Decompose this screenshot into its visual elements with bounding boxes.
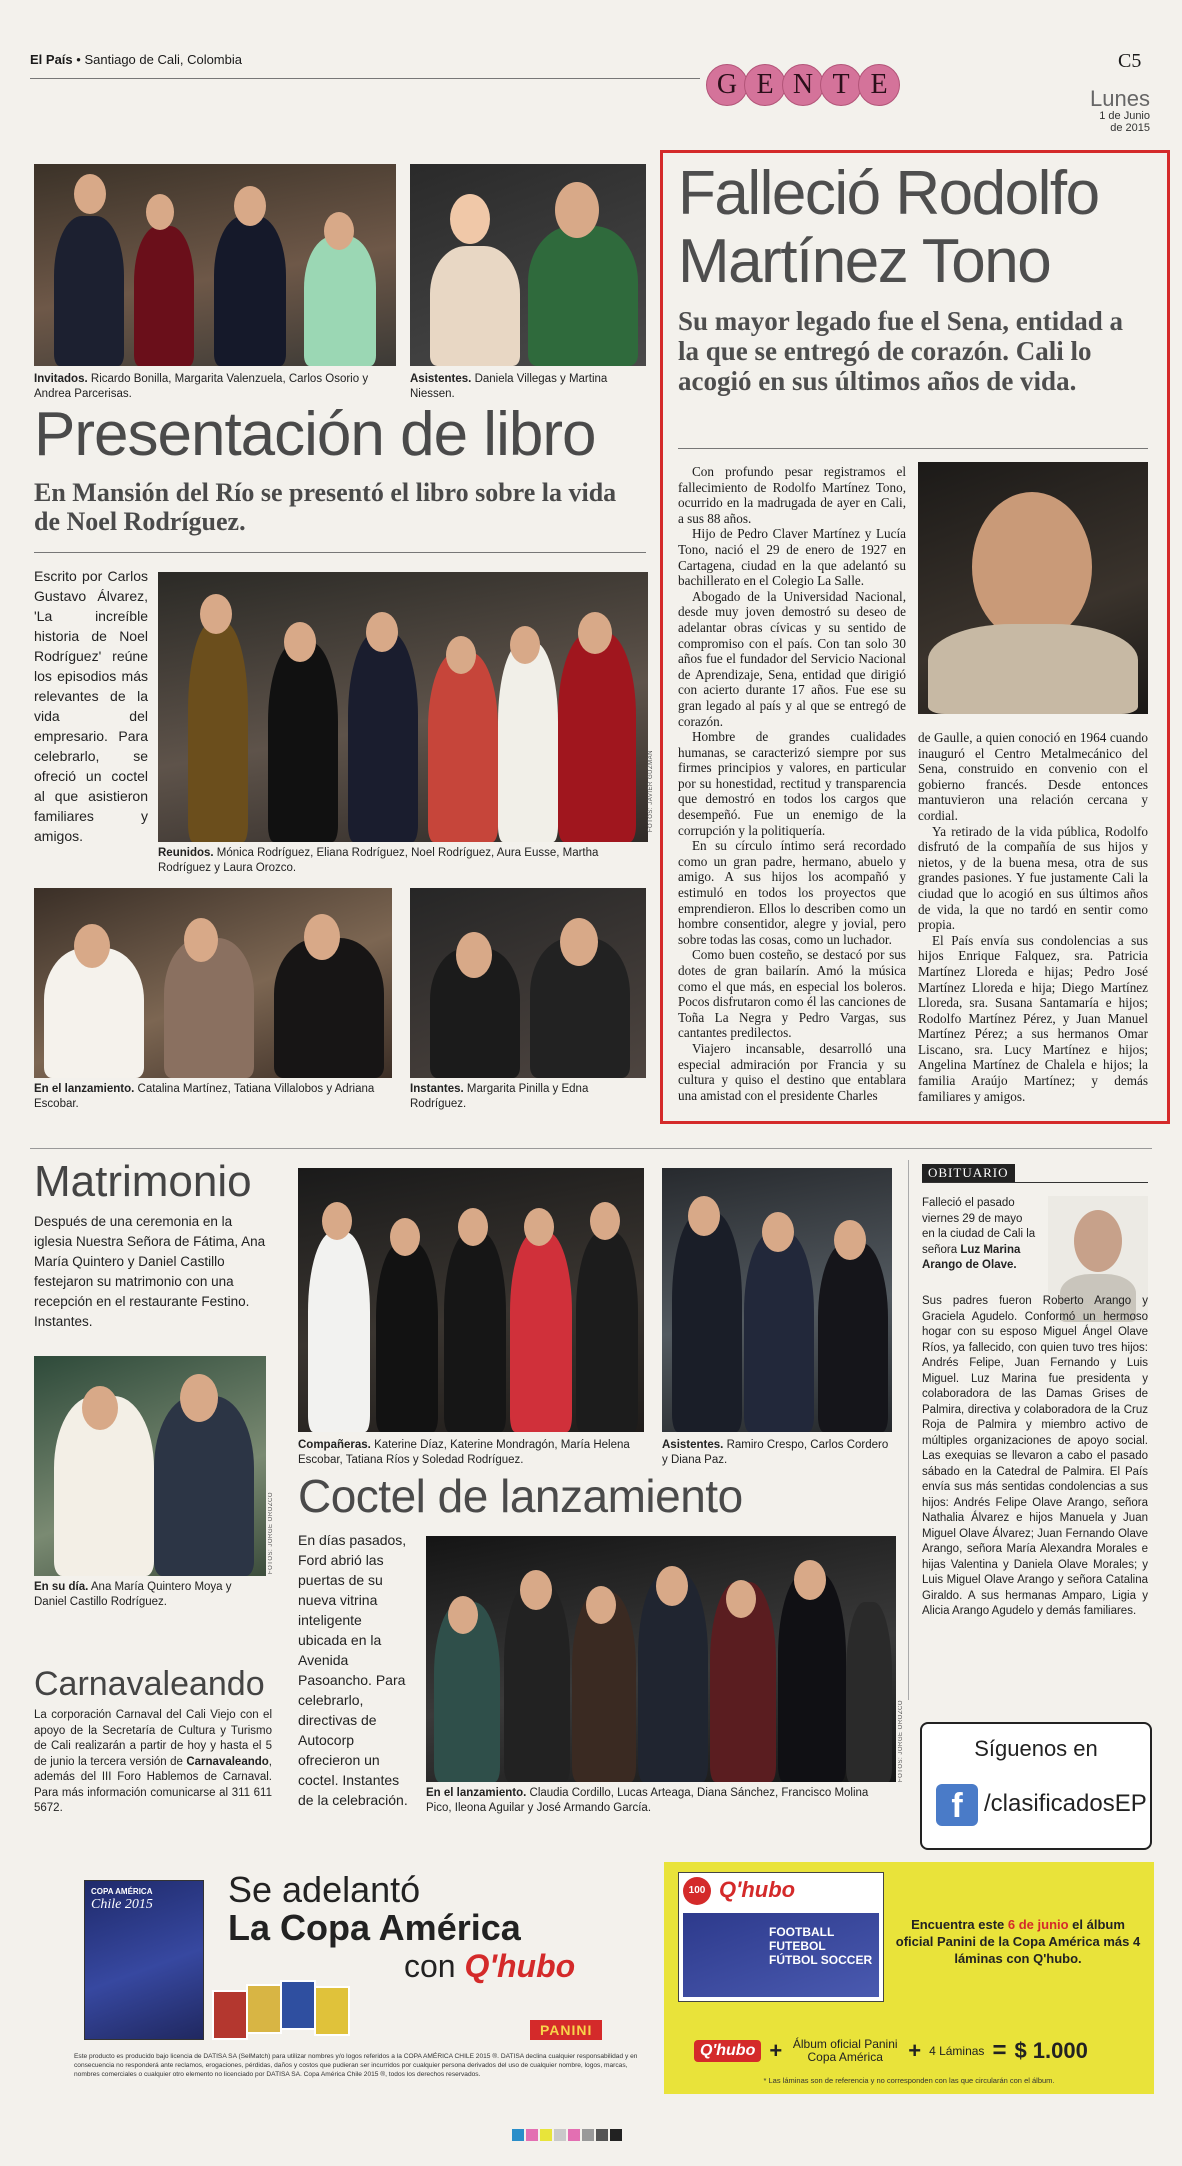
obit-rule [678,448,1148,449]
obit-paragraph: Hijo de Pedro Claver Martínez y Lucía Tono, nació el 29 de enero de 1927 en Cartagena, ciudad en la que adelantó su bachillerato en el Colegio La Salle. [678,526,906,589]
section-letter: T [820,64,862,106]
caption-text: Ramiro Crespo, Carlos Cordero y Diana Paz. [662,1439,889,1466]
carnaval-text [34,1708,272,1817]
album-badge-line2: Chile 2015 [91,1897,153,1912]
promo-a: Encuentra este [911,1917,1008,1932]
caption-text: Daniela Villegas y Martina Niessen. [410,373,608,400]
photo-credit-libro: FOTOS: JAVIER GUZMÁN [648,750,654,833]
page-number: C5 [1118,50,1142,72]
price-tag: 100 [683,1877,711,1905]
sticker-cards [212,1980,362,2050]
equals-sign: = [992,2037,1007,2064]
caption-text: Mónica Rodríguez, Eliana Rodríguez, Noel Rodríguez, Aura Eusse, Martha Rodríguez y Laura Orozco. [158,847,599,874]
plus-sign: + [769,2038,783,2063]
qhubo-logo: Q'hubo [464,1948,576,1984]
weekday: Lunes [1090,86,1150,111]
photo-asistentes-coctel [662,1168,892,1432]
caption-asistentes-top [410,372,646,402]
obituario-column-divider [908,1160,909,1700]
obituario-lead [922,1196,1038,1274]
panini-logo: PANINI [530,2020,602,2040]
ad-right-promo [894,1916,1142,1967]
obit-deck: Su mayor legado fue el Sena, entidad a la que se entregó de corazón. Cali lo acogió en sus últimos años de vida. [678,306,1124,396]
album-badge-line1: COPA AMÉRICA [91,1887,153,1896]
obit-title-line1: Falleció Rodolfo [678,159,1099,228]
caption-lead: En el lanzamiento. [34,1083,135,1095]
coctel-text: En días pasados, Ford abrió las puertas de su nueva vitrina inteligente ubicada en la Avenida Pasoancho. Para celebrarlo, directivas de Autocorp ofrecieron un coctel. Instantes de la celebración. [298,1532,408,1808]
obit-paragraph: Hombre de grandes cualidades humanas, se caracterizó siempre por sus firmes principios y valores, en particular por su honestidad, rectitud y transparencia que demostró en todos los cargos que desempeñó. Fue un enemigo de la corrupción y la politiquería. [678,729,906,838]
obituario-lead-text: Falleció el pasado viernes 29 de mayo en la ciudad de Cali la señora [922,1197,1036,1256]
photo-reunidos [158,572,648,842]
carnaval-text-bold: Carnavaleando [186,1755,269,1768]
ad-left-line1: Se adelantó [228,1869,421,1910]
obit-paragraph: El País envía sus condolencias a sus hijos Enrique Falquez, sra. Patricia Martínez Lloreda e hijas; Pedro José Martínez Lloreda e hija; Diego Martínez Lloreda, sra. Susana Santamaría e hijos; Rodolfo Martínez Pérez, y Juan Manuel Martínez Pérez; a sus hermanos Omar Liscano, sra. Lucy Martínez e hijos; Angelina Martínez de Chalela e hijos; la familia Araújo Martínez; y demás familiares y amigos. [918,932,1148,1104]
libro-title: Presentación de libro [34,400,596,469]
caption-lanzamiento-coctel [426,1786,896,1816]
obit-paragraph: Como buen costeño, se destacó por sus dotes de gran bailarín. Amó la música como el que más, en especial los boleros. Pocos disfrutaron como él las canciones de Toña La Negra y Pedro Vargas, sus cantantes predilectos. [678,947,906,1041]
obituario-label: OBITUARIO [922,1164,1015,1182]
ad-copa-america-left[interactable] [74,1860,642,2100]
section-letter: E [858,64,900,106]
color-registration-strip [512,2126,624,2145]
cover-text: FOOTBALL FUTEBOL FÚTBOL SOCCER [769,1925,873,1967]
obit-paragraph: Ya retirado de la vida pública, Rodolfo disfrutó de la compañía de sus hijos y nietos, y de la buena mesa, otra de sus grandes pasiones. Y fue justamente Cali la ciudad que lo acogió en sus últimos años de vida, la que no tardó en sentir como propia. [918,823,1148,933]
facebook-icon[interactable]: f [936,1784,978,1826]
obit-column-1 [678,464,906,1103]
separator: • [76,52,81,67]
section-letter: E [744,64,786,106]
masthead-left [30,52,242,67]
ad-left-fine-print: Este producto es producido bajo licencia de DATISA SA (SelMatch) para utilizar nombres y/o logos referidos a la COPA AMÉRICA CHILE 2015 ®. DATISA declina cualquier responsabilidad y en consecuencia no responderá ante reclamos, erogaciones, pérdidas, daños y costos que pudieran ser incurridos por cualquier persona derivados del uso de cualquier nombre, logos, marcas, nombres comerciales o cualquier otro elemento no licenciado por DATISA SA. Copa América Chile 2015 ®, todos los derechos reservados. [74,2053,638,2078]
obit-paragraph: Abogado de la Universidad Nacional, desde muy joven demostró su deseo de adelantar obras cívicas y su sentido de compromiso con el país. Con tan solo 30 años fue el fundador del Servicio Nacional de Aprendizaje, Sena, entidad que dirigió con acierto durante 17 años. Fue ese su gran legado al país y al que se entregó de corazón. [678,588,906,729]
caption-lead: Asistentes. [662,1439,724,1451]
section-divider [30,1148,1152,1149]
date: 1 de Junio [1099,110,1150,122]
photo-credit-matrimonio: FOTOS: JORGE OROZCO [268,1492,274,1575]
caption-asistentes-coctel [662,1438,892,1468]
photo-lanzamiento-coctel [426,1536,896,1782]
coctel-title: Coctel de lanzamiento [298,1470,743,1522]
ad-left-con: con [404,1948,456,1984]
ad-copa-america-right[interactable] [664,1862,1154,2094]
caption-lead: Compañeras. [298,1439,371,1451]
album-cover [84,1880,204,2040]
caption-text: Margarita Pinilla y Edna Rodríguez. [410,1083,589,1110]
caption-text: Ricardo Bonilla, Margarita Valenzuela, Carlos Osorio y Andrea Parcerisas. [34,373,369,400]
obituario-label-rule [922,1182,1148,1183]
caption-lead: Invitados. [34,373,88,385]
obituario-text: Sus padres fueron Roberto Arango y Graciela Agudelo. Conformó un hermoso hogar con su esposo Miguel Ángel Olave Ríos, ya fallecido, con quien tuvo tres hijos: Andrés Felipe, Juan Fernando y Luis Miguel. Luz Marina fue presidenta y colaboradora de las Damas Grises de Palmira, directiva y colaboradora de la Cruz Roja de Palmira y miembro activo de múltiples organizaciones de apoyo social. Las exequias se llevaron a cabo el pasado sábado en la Catedral de Palmira. El País envía sus más sentidas condolencias a sus hijos: Andrés Felipe Olave Arango, señora Nathalia Álvarez e hijos Manuela y Juan Miguel Olave Álvarez; Juan Fernando Olave Arango, señora María Alexandra Morales e hijas Valentina y Daniela Olave Morales; y Luis Miguel Olave Arango y señora Catalina Giraldo. A sus hermanas Amparo, Ligia y Alicia Arango Agudelo y demás familiares. [922,1295,1148,1617]
photo-companeras [298,1168,644,1432]
promo-b: el álbum oficial Panini de la Copa América más 4 láminas con Q'hubo. [895,1917,1141,1966]
caption-lead: Asistentes. [410,373,472,385]
caption-lead: En el lanzamiento. [426,1787,527,1799]
obit-paragraph: En su círculo íntimo será recordado como un gran padre, hermano, abuelo y amigo. A sus hijos los acompañó y estimuló en todos los proyectos que emprendieron. Ellos lo describen como un hombre consentidor, alegre y jovial, pero sobre todas las cosas, como un luchador. [678,838,906,947]
obit-column-2 [918,730,1148,1104]
obituario-lead-name: Luz Marina Arango de Olave. [922,1243,1021,1271]
section-letter: N [782,64,824,106]
date-block [1060,88,1150,134]
carnaval-text-a: La corporación Carnaval del Cali Viejo con el apoyo de la Secretaría de Cultura y Turismo de Cali realizarán a partir de hoy y hasta el 5 de junio la tercera versión de [34,1709,272,1768]
caption-text: Ana María Quintero Moya y Daniel Castillo Rodríguez. [34,1581,232,1608]
caption-matrimonio [34,1580,266,1610]
matrimonio-text: Después de una ceremonia en la iglesia Nuestra Señora de Fátima, Ana María Quintero y Daniel Castillo festejaron su matrimonio con una recepción en el restaurante Festino. Instantes. [34,1214,266,1329]
follow-handle[interactable]: /clasificadosEP [984,1790,1147,1817]
ad-left-line3 [404,1948,575,1984]
photo-invitados [34,164,396,366]
promo-date: 6 de junio [1007,1917,1069,1932]
matrimonio-title: Matrimonio [34,1157,252,1206]
photo-credit-coctel: FOTOS: JORGE OROZCO [898,1700,904,1783]
photo-lanzamiento-libro [34,888,392,1078]
photo-instantes-libro [410,888,646,1078]
caption-text: Katerine Díaz, Katerine Mondragón, María Helena Escobar, Tatiana Ríos y Soledad Rodríguez. [298,1439,630,1466]
caption-companeras [298,1438,644,1468]
caption-lead: Instantes. [410,1083,464,1095]
obit-paragraph: Viajero incansable, desarrolló una especial admiración por Francia y su cultura y quiso el destino que entablara una amistad con el presidente Charles [678,1040,906,1103]
price-formula [694,2034,1134,2068]
caption-lanzamiento-libro [34,1082,392,1112]
section-logo [706,64,896,106]
caption-reunidos [158,846,648,876]
obit-paragraph: de Gaulle, a quien conoció en 1964 cuando inauguró el Centro Metalmecánico del Sena, construido en convenio con el gobierno francés. Desde entonces mantuvieron una relación cercana y cordial. [918,730,1148,823]
caption-text: Claudia Cordillo, Lucas Arteaga, Diana Sánchez, Francisco Molina Pico, Ileona Aguilar y José Armando García. [426,1787,869,1814]
ad-right-fine-print: * Las láminas son de referencia y no corresponden con las que circularán con el álbum. [763,2076,1055,2085]
caption-lead: En su día. [34,1581,89,1593]
caption-instantes-libro [410,1082,646,1112]
section-letter: G [706,64,748,106]
follow-title: Síguenos en [974,1736,1098,1761]
libro-subtitle: En Mansión del Río se presentó el libro sobre la vida de Noel Rodríguez. [34,478,617,536]
city: Santiago de Cali, Colombia [84,52,242,67]
carnaval-text-b: , además del III Foro Hablemos de Carnaval. Para más información comunicarse al 311 611 5672. [34,1755,272,1814]
carnaval-title: Carnavaleando [34,1665,265,1703]
caption-invitados [34,372,396,402]
qhubo-newspaper [678,1872,884,2002]
obit-paragraph: Con profundo pesar registramos el fallecimiento de Rodolfo Martínez Tono, ocurrido en la madrugada de ayer en Cali, a sus 88 años. [678,464,906,526]
qhubo-logo-small: Q'hubo [694,2040,761,2062]
album-label: Álbum oficial Panini Copa América [792,2037,898,2064]
obit-title [678,160,1158,296]
header-divider [30,78,700,79]
price-value: $ 1.000 [1014,2038,1088,2063]
year: de 2015 [1110,122,1150,134]
laminas-label: 4 Láminas [929,2044,985,2058]
follow-box[interactable] [920,1722,1152,1850]
photo-asistentes-top [410,164,646,366]
qhubo-masthead: Q'hubo [719,1877,796,1902]
caption-text: Catalina Martínez, Tatiana Villalobos y Adriana Escobar. [34,1083,375,1110]
paper-name: El País [30,52,73,67]
libro-rule [34,552,646,553]
obit-title-line2: Martínez Tono [678,227,1051,296]
plus-sign: + [908,2038,922,2063]
photo-rodolfo-martinez [918,462,1148,714]
caption-lead: Reunidos. [158,847,214,859]
ad-left-line2: La Copa América [228,1907,521,1948]
photo-matrimonio [34,1356,266,1576]
libro-text: Escrito por Carlos Gustavo Álvarez, 'La increíble historia de Noel Rodríguez' reúne los episodios más relevantes de la vida del empresario. Para celebrarlo, se ofreció un coctel al que asistieron familiares y amigos. [34,568,148,844]
